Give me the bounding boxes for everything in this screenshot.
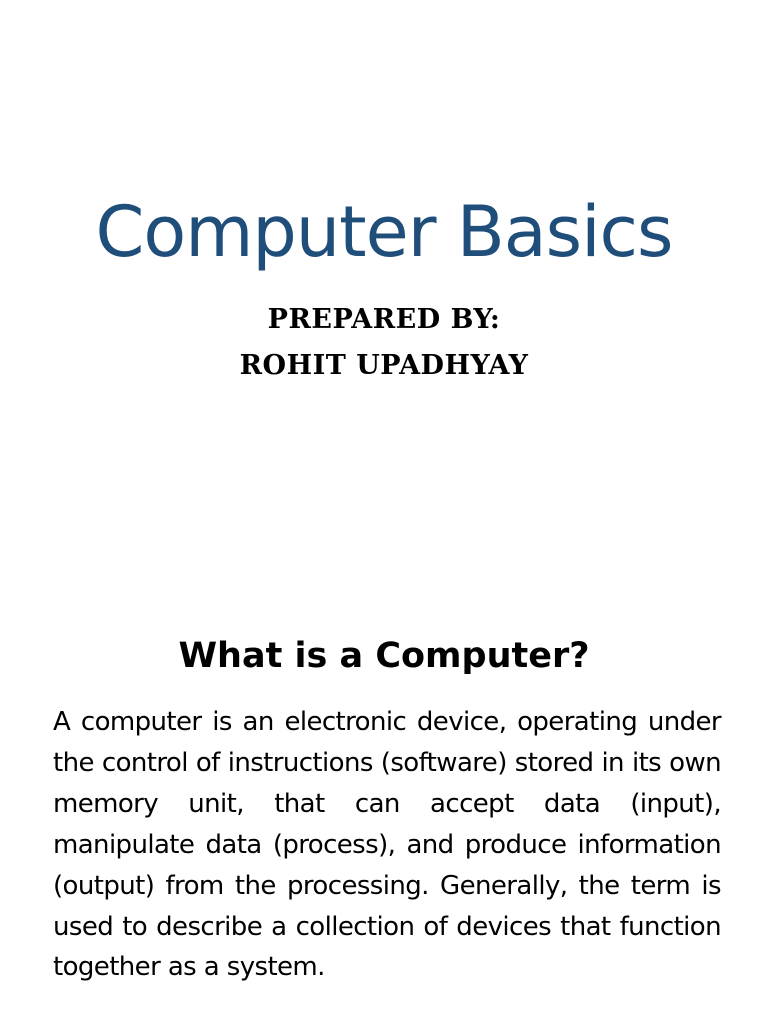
body-paragraph: A computer is an electronic device, operating under the control of instructions (software) stored in its own memory unit, that can accept data (input), manipulate data (process), and produce information (output) from the processing. Generally, the term is used to describe a collection of devices that function together as a system. bbox=[53, 707, 721, 983]
byline bbox=[0, 297, 768, 389]
author-name: ROHIT UPADHYAY bbox=[239, 350, 529, 381]
prepared-by-label: PREPARED BY: bbox=[267, 304, 501, 335]
slide-title: Computer Basics bbox=[95, 191, 673, 273]
content-slide bbox=[0, 620, 768, 1024]
section-heading: What is a Computer? bbox=[178, 636, 590, 676]
